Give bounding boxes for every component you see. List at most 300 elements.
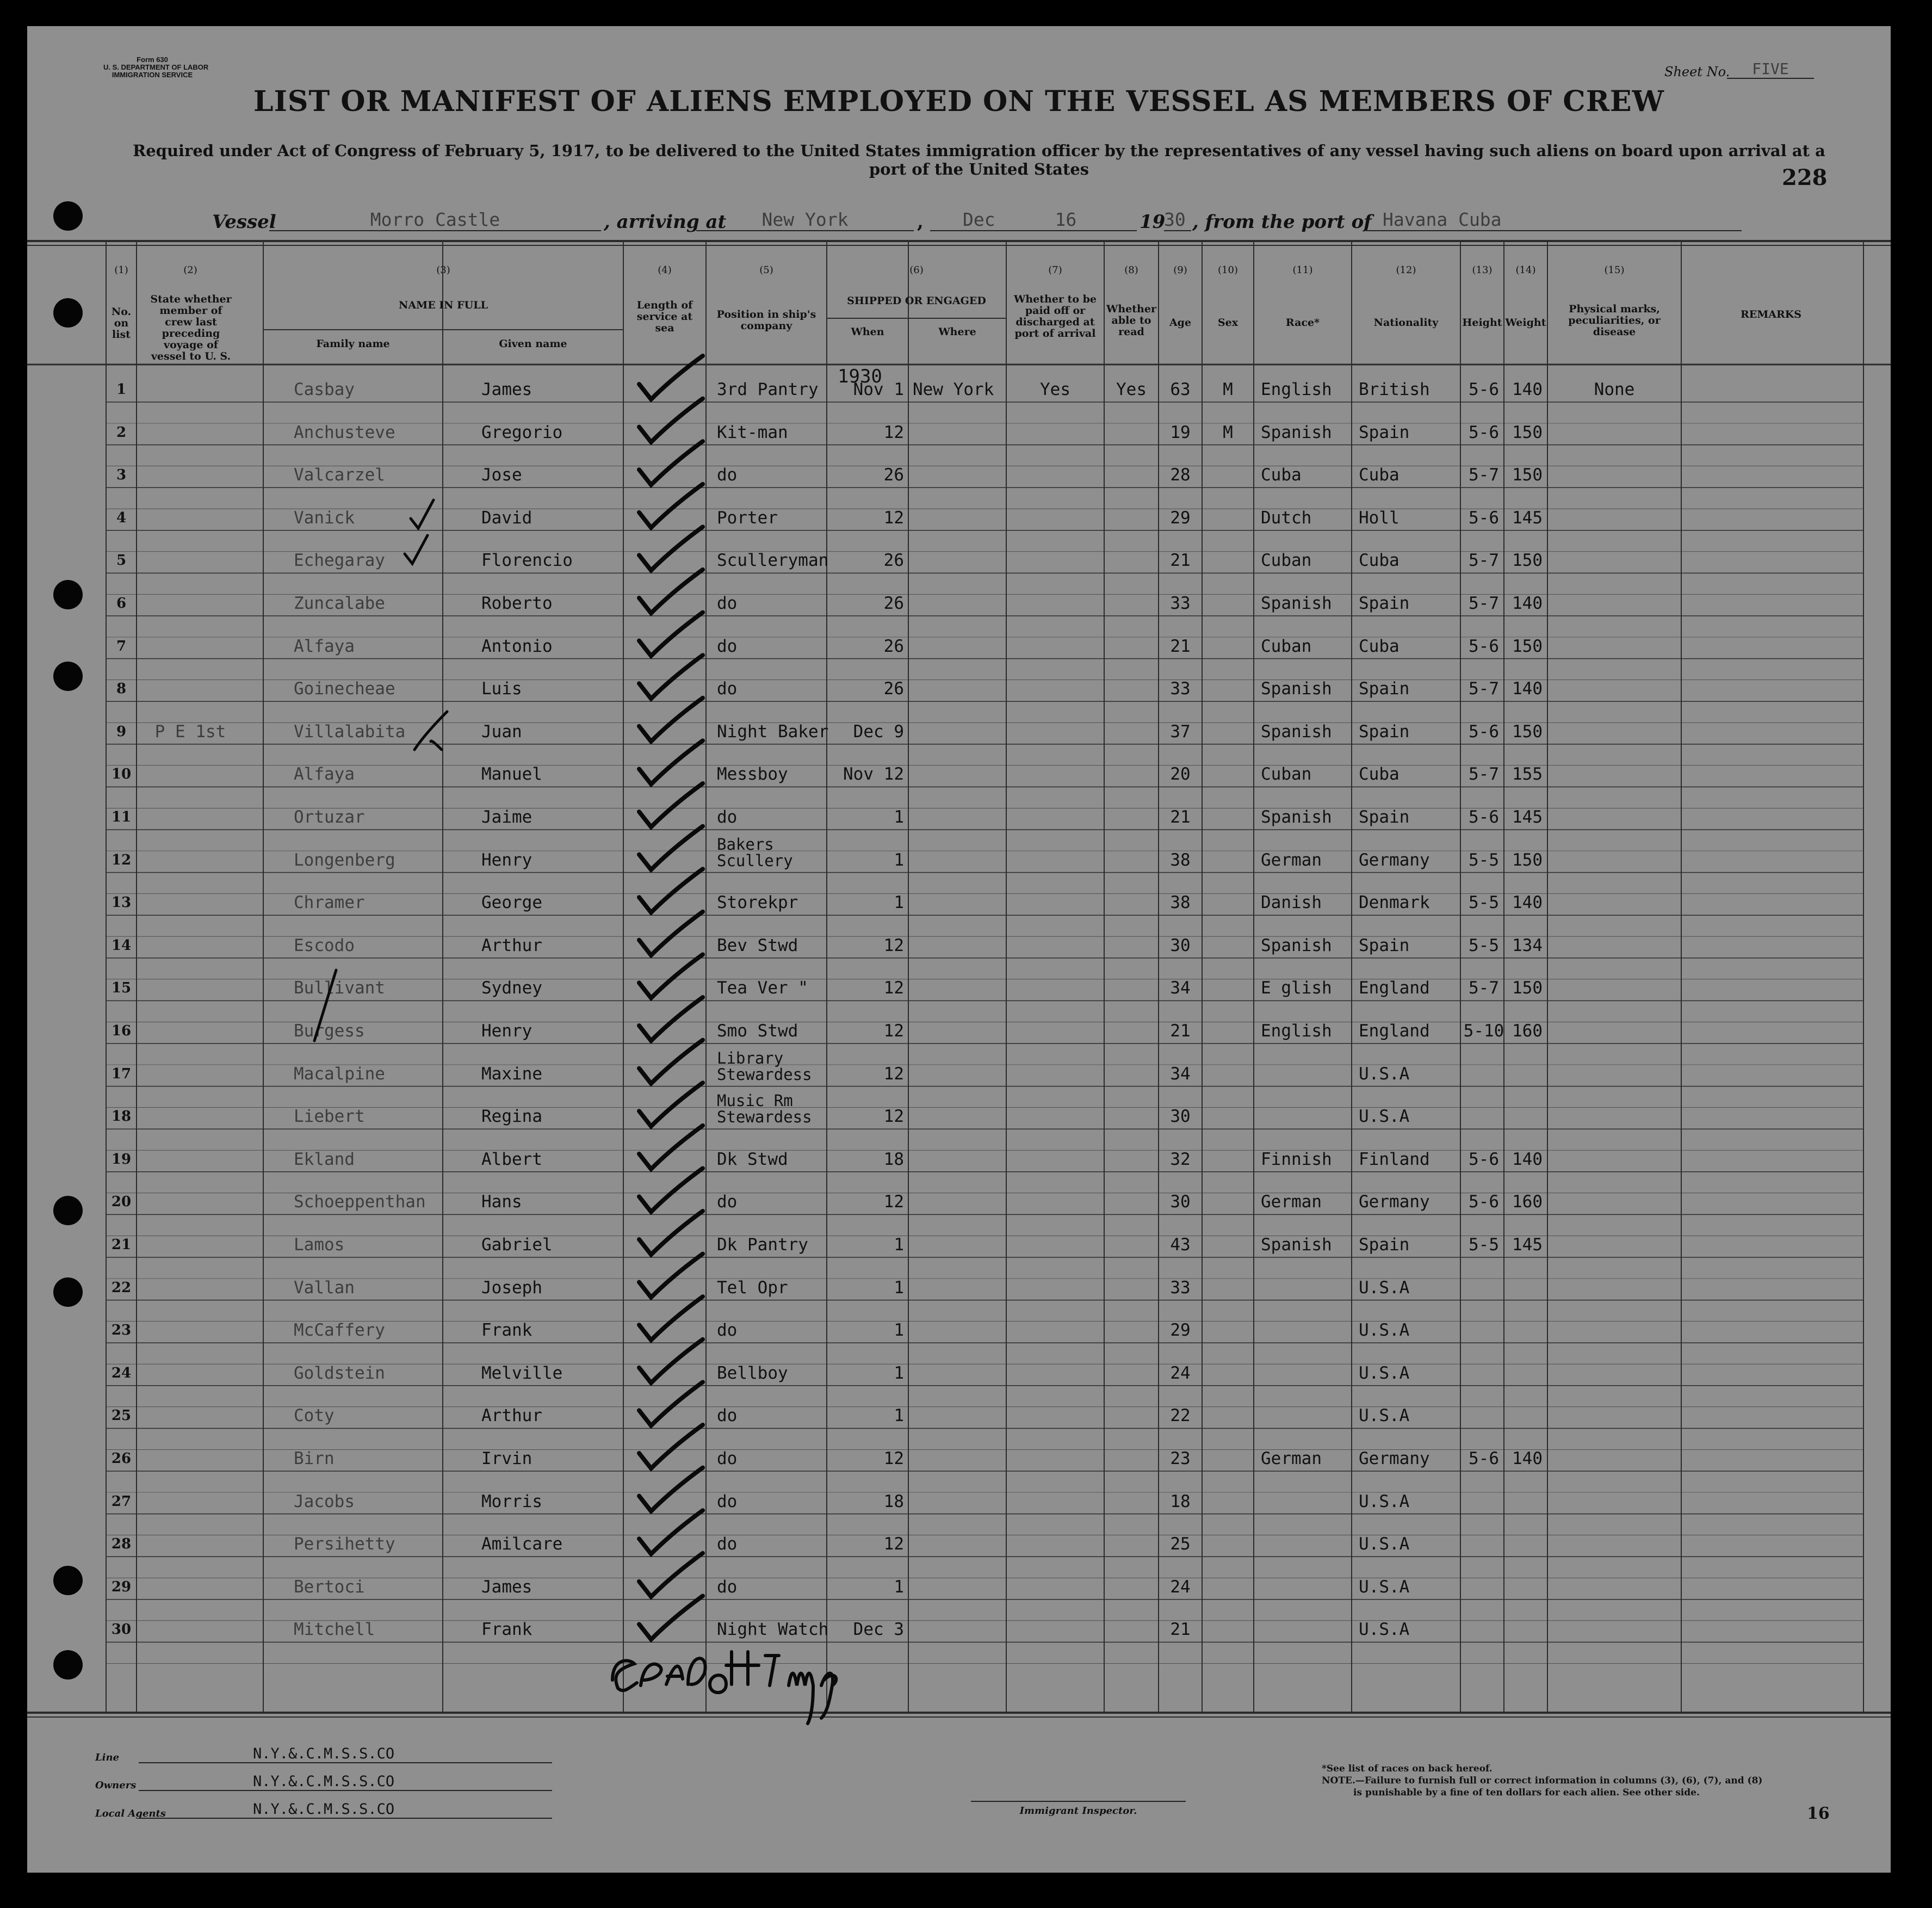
cell-age: 23 [1170, 1449, 1191, 1468]
cell-nationality: Cuba [1359, 465, 1400, 485]
cell-position: Night Watch [717, 1620, 829, 1640]
check-mark [639, 997, 703, 1041]
cell-age: 63 [1170, 380, 1191, 399]
service-label: IMMIGRATION SERVICE [112, 71, 193, 79]
col6-number: (6) [909, 264, 924, 276]
cell-when: 1 [894, 1277, 904, 1298]
cell-age: 34 [1170, 1064, 1191, 1084]
cell-given: James [481, 380, 532, 399]
cell-nationality: British [1359, 380, 1430, 399]
departure-port: Havana Cuba [1366, 209, 1742, 231]
check-mark [639, 912, 703, 955]
cell-read: Yes [1116, 380, 1147, 399]
cell-height: 5-5 [1469, 935, 1499, 955]
cell-family: Alfaya [294, 764, 355, 785]
cell-family: Burgess [294, 1021, 365, 1041]
cell-nationality: Germany [1359, 1192, 1430, 1212]
cell-when: 12 [883, 935, 904, 955]
check-mark [639, 527, 703, 570]
cell-nationality: Finland [1359, 1149, 1430, 1169]
cell-nationality: Spain [1359, 807, 1410, 827]
cell-age: 38 [1170, 850, 1191, 870]
cell-when: 12 [883, 1064, 904, 1084]
check-mark [639, 1254, 703, 1298]
col-header-position: Position in ship's company [716, 308, 816, 332]
cell-age: 30 [1170, 1192, 1191, 1212]
cell-no: 23 [111, 1322, 132, 1339]
cell-weight: 140 [1512, 594, 1543, 613]
cell-position: do [717, 1192, 738, 1212]
cell-given: Florencio [481, 551, 573, 571]
note-races: *See list of races on back hereof. [1322, 1763, 1493, 1774]
cell-position: Tel Opr [717, 1277, 788, 1298]
check-mark [639, 570, 703, 613]
check-mark [639, 1083, 703, 1126]
cell-no: 12 [111, 851, 132, 868]
cell-when: Dec 3 [853, 1620, 904, 1640]
cell-when: 1 [894, 1363, 904, 1383]
cell-when: 1 [894, 807, 904, 827]
cell-given: Roberto [481, 594, 553, 613]
cell-age: 30 [1170, 1107, 1191, 1127]
cell-where: New York [913, 380, 994, 399]
col-header-remarks: REMARKS [1740, 308, 1802, 320]
cell-when: 26 [883, 551, 904, 571]
cell-no: 9 [116, 723, 127, 740]
col11-number: (11) [1292, 264, 1313, 276]
col12-number: (12) [1396, 264, 1416, 276]
cell-no: 27 [111, 1493, 132, 1510]
cell-weight: 140 [1512, 1449, 1543, 1468]
cell-family: Goldstein [294, 1363, 385, 1383]
cell-age: 28 [1170, 465, 1191, 485]
cell-position: Sculleryman [717, 551, 829, 571]
cell-no: 8 [116, 681, 127, 697]
cell-family: Echegaray [294, 551, 385, 571]
year-suffix: 30 [1164, 209, 1191, 231]
check-mark [639, 1040, 703, 1084]
cell-position: Porter [717, 508, 778, 528]
cell-family: Vanick [294, 508, 355, 528]
cell-position: Messboy [717, 764, 788, 785]
cell-given: Frank [481, 1620, 532, 1640]
cell-no: 16 [111, 1023, 132, 1039]
cell-position: do [717, 1534, 738, 1554]
cell-height: 5-5 [1469, 1235, 1499, 1255]
cell-height: 5-6 [1469, 508, 1499, 528]
cell-position: do [717, 1320, 738, 1341]
check-mark [639, 399, 703, 442]
cell-weight: 150 [1512, 636, 1543, 656]
cell-nationality: Germany [1359, 850, 1430, 870]
inspector-label: Immigrant Inspector. [971, 1801, 1186, 1817]
cell-race: Cuban [1261, 764, 1312, 785]
cell-position: Bellboy [717, 1363, 788, 1383]
vessel-label: Vessel [212, 211, 276, 233]
cell-given: Gregorio [481, 422, 563, 442]
cell-height: 5-6 [1469, 422, 1499, 442]
cell-when: 12 [883, 508, 904, 528]
cell-given: Melville [481, 1363, 563, 1383]
col-header-number: No. on list [111, 306, 132, 341]
cell-no: 1 [116, 381, 127, 398]
subtitle-line-2: port of the United States [869, 160, 1089, 178]
check-mark [639, 1126, 703, 1169]
cell-when: 1 [894, 893, 904, 913]
cell-age: 34 [1170, 978, 1191, 998]
cell-nationality: Spain [1359, 422, 1410, 442]
cell-nationality: U.S.A [1359, 1534, 1410, 1554]
cell-nationality: Denmark [1359, 893, 1430, 913]
cell-family: Bertoci [294, 1577, 365, 1597]
cell-position: do [717, 1406, 738, 1426]
cell-family: Anchusteve [294, 422, 395, 442]
cell-when: 1 [894, 1406, 904, 1426]
cell-nationality: U.S.A [1359, 1577, 1410, 1597]
cell-race: Danish [1261, 893, 1322, 913]
cell-given: Morris [481, 1491, 542, 1511]
cell-nationality: U.S.A [1359, 1064, 1410, 1084]
cell-marks: None [1594, 380, 1635, 399]
cell-no: 20 [111, 1194, 132, 1211]
cell-family: Bullivant [294, 978, 385, 998]
cell-age: 18 [1170, 1491, 1191, 1511]
cell-position: do [717, 807, 738, 827]
cell-when: 1 [894, 1577, 904, 1597]
cell-height: 5-7 [1469, 594, 1499, 613]
cell-position: Dk Pantry [717, 1235, 808, 1255]
cell-when: 12 [883, 1021, 904, 1041]
cell-when: 12 [883, 1449, 904, 1468]
cell-position: Tea Ver " [717, 978, 808, 998]
cell-family: Chramer [294, 893, 365, 913]
cell-age: 21 [1170, 636, 1191, 656]
col9-number: (9) [1173, 264, 1187, 276]
cell-age: 30 [1170, 935, 1191, 955]
cell-sex: M [1223, 422, 1233, 442]
cell-position: do [717, 1577, 738, 1597]
cell-when: 26 [883, 679, 904, 699]
cell-family: McCaffery [294, 1320, 385, 1341]
cell-position: do [717, 1491, 738, 1511]
cell-position: do [717, 679, 738, 699]
check-mark [639, 1168, 703, 1212]
cell-prev: P E 1st [154, 721, 226, 742]
cell-position: Bakers Scullery [717, 835, 793, 870]
cell-position: Dk Stwd [717, 1149, 788, 1169]
cell-when: 26 [883, 636, 904, 656]
manifest-sheet: Form 630 U. S. DEPARTMENT OF LABOR IMMIGRATION SERVICE Sheet No. FIVE LIST OR MANIFEST OF ALIENS EMPLOYED ON THE VESSEL AS MEMBERS OF CREW Required under Act of Congress of February 5, 1917, to be delivered to the United States immigration officer by the representatives of any vessel having such aliens on board upon arrival at a port of the United States 228 Vessel Morro Castle , arriving at New York , Dec 16 19 30 , from the port of Havana Cuba (1) No. on list (2) State whether member of crew last preceding voyage of vessel to U. S. (3) NAME IN FULL Family name Given name (4) Length of service at sea (5) Position in ship's company (6) SHIPPED OR ENGAGED When Where (7) Whether to be paid off or discharged at port of arrival (8) Whether able to read (9) Age (10) Sex (11) Race* (12) Nationality (13) Height (14) Weight (15) Physical marks, peculiarities, or disease REMARKS 1 Casbay James 3rd Pantry Nov 1 New York Yes Yes 63 M English British 5-6 140 None 2 Anchusteve Gregorio Kit-man 12 19 M Spanish Spain 5-6 150 3 Valcarzel Jose do 26 28 Cuba Cuba 5-7 150 4 Vanick David Porter 12 29 Dutch Holl 5-6 145 5 Echegaray Florencio Sculleryman 26 21 Cuban Cuba 5-7 150 6 Zuncalabe Roberto do 26 33 Spanish Spain 5-7 140 7 Alfaya Antonio do 26 21 Cuban Cuba 5-6 150 8 Goinecheae Luis do 26 33 Spanish Spain 5-7 140 9 P E 1st Villalabita Juan Night Baker Dec 9 37 Spanish Spain 5-6 150 10 Alfaya Manuel Messboy Nov 12 20 Cuban Cuba 5-7 155 11 Ortuzar Jaime do 1 21 Spanish Spain 5-6 145 12 Longenberg Henry Bakers Scullery 1 38 German Germany 5-5 150 13 Chramer George Storekpr 1 38 Danish Denmark 5-5 140 14 Escodo Arthur Bev Stwd 12 30 Spanish Spain 5-5 134 15 Bullivant Sydney Tea Ver " 12 34 E glish England 5-7 150 16 Burgess Henry Smo Stwd 12 21 English England 5-10 160 17 Macalpine Maxine Library Stewardess 12 34 U.S.A 18 Liebert Regina Music Rm Stewardess 12 30 U.S.A 19 Ekland Albert Dk Stwd 18 32 Finnish Finland 5-6 140 20 Schoeppenthan Hans do 12 30 German Germany 5-6 160 21 Lamos Gabriel Dk Pantry 1 43 Spanish Spain 5-5 145 22 Vallan Joseph Tel Opr 1 33 U.S.A 23 McCaffery Frank do 1 29 U.S.A 24 Goldstein Melville Bellboy 1 24 U.S.A 25 Coty Arthur do 1 22 U.S.A 26 Birn Irvin do 12 23 German Germany 5-6 140 27 Jacobs Morris do 18 18 U.S.A 28 Persihetty Amilcare do 12 25 U.S.A 29 Bertoci James do 1 24 U.S.A 30 Mitchell Frank Night Watch Dec 3 21 U.S.A 1930 Line N.Y.&.C.M.S.S.CO Owners N.Y.&.C.M.S.S.CO Local Agents N.Y.&.C.M.S.S.CO Immigrant Inspector. *See list of races on back hereof. NOTE.—Failure to furnish full or correct information in columns (3), (6), (7), and (8) is punishable by a fine of ten dollars for each alien. See other side. 16 [27, 26, 1891, 1873]
cell-age: 21 [1170, 551, 1191, 571]
check-mark [639, 1468, 703, 1511]
col-header-when: When [851, 326, 884, 338]
cell-given: Gabriel [481, 1235, 553, 1255]
stamp-number: 228 [1782, 165, 1828, 190]
cell-family: Coty [294, 1406, 335, 1426]
check-mark [639, 1596, 703, 1639]
cell-race: English [1261, 380, 1332, 399]
cell-race: Cuba [1261, 465, 1302, 485]
col-header-age: Age [1169, 317, 1192, 329]
cell-no: 26 [111, 1450, 132, 1467]
cell-position: do [717, 636, 738, 656]
cell-age: 29 [1170, 508, 1191, 528]
cell-nationality: U.S.A [1359, 1491, 1410, 1511]
cell-no: 21 [111, 1237, 132, 1253]
cell-when: Nov 1 [853, 380, 904, 399]
cell-given: Jose [481, 465, 522, 485]
cell-no: 19 [111, 1151, 132, 1168]
col-header-service: Length of service at sea [636, 299, 693, 334]
cell-position: do [717, 594, 738, 613]
cell-no: 30 [111, 1621, 132, 1638]
cell-weight: 140 [1512, 679, 1543, 699]
cell-no: 6 [116, 595, 127, 612]
cell-no: 28 [111, 1536, 132, 1553]
agents-label: Local Agents [95, 1808, 166, 1819]
cell-weight: 160 [1512, 1021, 1543, 1041]
check-mark [639, 826, 703, 870]
cell-given: Luis [481, 679, 522, 699]
cell-weight: 140 [1512, 1149, 1543, 1169]
col15-number: (15) [1604, 264, 1625, 276]
cell-family: Ortuzar [294, 807, 365, 827]
vessel-name: Morro Castle [269, 209, 601, 231]
col-header-name: NAME IN FULL [399, 299, 488, 311]
cell-height: 5-10 [1463, 1021, 1504, 1041]
cell-family: Mitchell [294, 1620, 375, 1640]
cell-age: 21 [1170, 1021, 1191, 1041]
cell-when: 12 [883, 1192, 904, 1212]
cell-when: 18 [883, 1491, 904, 1511]
cell-paid: Yes [1040, 380, 1070, 399]
cell-family: Casbay [294, 380, 355, 399]
cell-weight: 150 [1512, 978, 1543, 998]
cell-nationality: U.S.A [1359, 1277, 1410, 1298]
arrival-day: 16 [1055, 209, 1077, 230]
cell-race: Spanish [1261, 1235, 1332, 1255]
owners-label: Owners [95, 1780, 137, 1791]
cell-given: Jaime [481, 807, 532, 827]
cell-no: 29 [111, 1578, 132, 1595]
cell-given: Sydney [481, 978, 542, 998]
cell-age: 37 [1170, 721, 1191, 742]
cell-height: 5-6 [1469, 636, 1499, 656]
cell-no: 11 [111, 809, 132, 825]
cell-weight: 150 [1512, 721, 1543, 742]
cell-when: Nov 12 [843, 764, 904, 785]
cell-when: 1 [894, 1235, 904, 1255]
cell-age: 20 [1170, 764, 1191, 785]
cell-no: 14 [111, 937, 132, 954]
cell-position: Music Rm Stewardess [717, 1091, 812, 1127]
col13-number: (13) [1472, 264, 1493, 276]
cell-height: 5-5 [1469, 893, 1499, 913]
agents-value: N.Y.&.C.M.S.S.CO [139, 1801, 552, 1819]
cell-given: Henry [481, 1021, 532, 1041]
cell-age: 24 [1170, 1577, 1191, 1597]
cell-given: George [481, 893, 542, 913]
cell-no: 15 [111, 980, 132, 997]
cell-family: Lamos [294, 1235, 345, 1255]
check-mark [639, 1382, 703, 1425]
cell-family: Valcarzel [294, 465, 385, 485]
cell-when: 12 [883, 978, 904, 998]
cell-weight: 160 [1512, 1192, 1543, 1212]
cell-height: 5-7 [1469, 978, 1499, 998]
department-label: U. S. DEPARTMENT OF LABOR [103, 63, 209, 71]
cell-given: Maxine [481, 1064, 542, 1084]
cell-age: 29 [1170, 1320, 1191, 1341]
cell-weight: 134 [1512, 935, 1543, 955]
cell-age: 21 [1170, 1620, 1191, 1640]
check-mark [639, 1510, 703, 1554]
col2-number: (2) [183, 264, 197, 276]
cell-nationality: Spain [1359, 721, 1410, 742]
cell-given: Irvin [481, 1449, 532, 1468]
cell-family: Liebert [294, 1107, 365, 1127]
cell-height: 5-7 [1469, 465, 1499, 485]
cell-race: Spanish [1261, 679, 1332, 699]
check-mark [639, 1339, 703, 1383]
footer-notes [1322, 1763, 1762, 1799]
check-mark [639, 954, 703, 998]
cell-race: Finnish [1261, 1149, 1332, 1169]
arriving-label: , arriving at [604, 211, 727, 233]
check-mark [639, 869, 703, 912]
cell-weight: 145 [1512, 508, 1543, 528]
col-header-where: Where [938, 326, 976, 338]
cell-when: 18 [883, 1149, 904, 1169]
col4-number: (4) [658, 264, 672, 276]
cell-when: 12 [883, 1534, 904, 1554]
cell-given: Joseph [481, 1277, 542, 1298]
cell-position: do [717, 465, 738, 485]
owners-value: N.Y.&.C.M.S.S.CO [139, 1773, 552, 1791]
cell-race: Dutch [1261, 508, 1312, 528]
cell-nationality: U.S.A [1359, 1107, 1410, 1127]
check-mark [639, 740, 703, 784]
check-mark [639, 1425, 703, 1468]
cell-family: Longenberg [294, 850, 395, 870]
cell-weight: 150 [1512, 422, 1543, 442]
cell-age: 43 [1170, 1235, 1191, 1255]
handwritten-checks-names [314, 500, 447, 1041]
cell-height: 5-7 [1469, 764, 1499, 785]
cell-height: 5-6 [1469, 1449, 1499, 1468]
cell-age: 24 [1170, 1363, 1191, 1383]
cell-race: Spanish [1261, 935, 1332, 955]
cell-family: Macalpine [294, 1064, 385, 1084]
check-mark [639, 1296, 703, 1340]
cell-age: 33 [1170, 679, 1191, 699]
col-header-physical-marks: Physical marks, peculiarities, or disease [1568, 303, 1661, 338]
cell-given: Arthur [481, 1406, 542, 1426]
cell-family: Villalabita [294, 721, 406, 742]
inspector-signature-mark [612, 1652, 836, 1724]
cell-no: 22 [111, 1279, 132, 1296]
col-header-given-name: Given name [499, 338, 567, 350]
cell-no: 25 [111, 1407, 132, 1424]
subtitle-line-1: Required under Act of Congress of February 5, 1917, to be delivered to the United States immigration officer by the representatives of any vessel having such aliens on board upon arrival at a [133, 141, 1825, 160]
cell-when: 12 [883, 1107, 904, 1127]
cell-age: 22 [1170, 1406, 1191, 1426]
cell-position: Night Baker [717, 721, 829, 742]
check-mark [639, 1211, 703, 1255]
col-header-race: Race* [1285, 317, 1320, 329]
cell-nationality: Cuba [1359, 636, 1400, 656]
check-mark [639, 698, 703, 742]
cell-no: 24 [111, 1364, 132, 1381]
cell-height: 5-6 [1469, 1149, 1499, 1169]
cell-height: 5-5 [1469, 850, 1499, 870]
cell-race: German [1261, 1192, 1322, 1212]
cell-weight: 145 [1512, 1235, 1543, 1255]
cell-family: Vallan [294, 1277, 355, 1298]
cell-position: Storekpr [717, 893, 798, 913]
cell-age: 32 [1170, 1149, 1191, 1169]
cell-given: Amilcare [481, 1534, 563, 1554]
cell-no: 3 [116, 467, 127, 484]
cell-nationality: Spain [1359, 679, 1410, 699]
cell-no: 7 [116, 638, 127, 654]
col7-number: (7) [1048, 264, 1062, 276]
cell-weight: 140 [1512, 893, 1543, 913]
cell-height: 5-6 [1469, 721, 1499, 742]
cell-no: 10 [111, 766, 132, 783]
cell-family: Alfaya [294, 636, 355, 656]
cell-no: 2 [116, 424, 127, 441]
cell-nationality: U.S.A [1359, 1363, 1410, 1383]
cell-race: Cuban [1261, 636, 1312, 656]
col10-number: (10) [1218, 264, 1238, 276]
cell-sex: M [1223, 380, 1233, 399]
cell-nationality: Cuba [1359, 551, 1400, 571]
cell-nationality: Germany [1359, 1449, 1430, 1468]
check-mark [639, 613, 703, 656]
cell-race: Cuban [1261, 551, 1312, 571]
cell-weight: 150 [1512, 850, 1543, 870]
check-mark [639, 356, 703, 399]
cell-given: Arthur [481, 935, 542, 955]
col-header-previous-voyage: State whether member of crew last preceding voyage of vessel to U. S. [150, 293, 232, 362]
col-header-weight: Weight [1505, 317, 1546, 329]
cell-race: E glish [1261, 978, 1332, 998]
cell-weight: 150 [1512, 465, 1543, 485]
cell-no: 5 [116, 552, 127, 569]
col-header-height: Height [1462, 317, 1502, 329]
form-title: LIST OR MANIFEST OF ALIENS EMPLOYED ON THE VESSEL AS MEMBERS OF CREW [253, 85, 1664, 118]
cell-when: 1 [894, 850, 904, 870]
note-penalty: NOTE.—Failure to furnish full or correct information in columns (3), (6), (7), and (8) [1322, 1775, 1763, 1786]
cell-nationality: U.S.A [1359, 1406, 1410, 1426]
check-mark [639, 484, 703, 528]
col14-number: (14) [1515, 264, 1536, 276]
cell-family: Escodo [294, 935, 355, 955]
col-header-nationality: Nationality [1373, 317, 1439, 329]
col-header-sex: Sex [1217, 317, 1239, 329]
col-header-shipped: SHIPPED OR ENGAGED [847, 295, 986, 307]
cell-given: Manuel [481, 764, 542, 785]
cell-when: 1 [894, 1320, 904, 1341]
cell-no: 13 [111, 894, 132, 911]
cell-age: 21 [1170, 807, 1191, 827]
cell-given: James [481, 1577, 532, 1597]
cell-nationality: U.S.A [1359, 1320, 1410, 1341]
cell-age: 25 [1170, 1534, 1191, 1554]
cell-no: 18 [111, 1108, 132, 1125]
cell-family: Goinecheae [294, 679, 395, 699]
